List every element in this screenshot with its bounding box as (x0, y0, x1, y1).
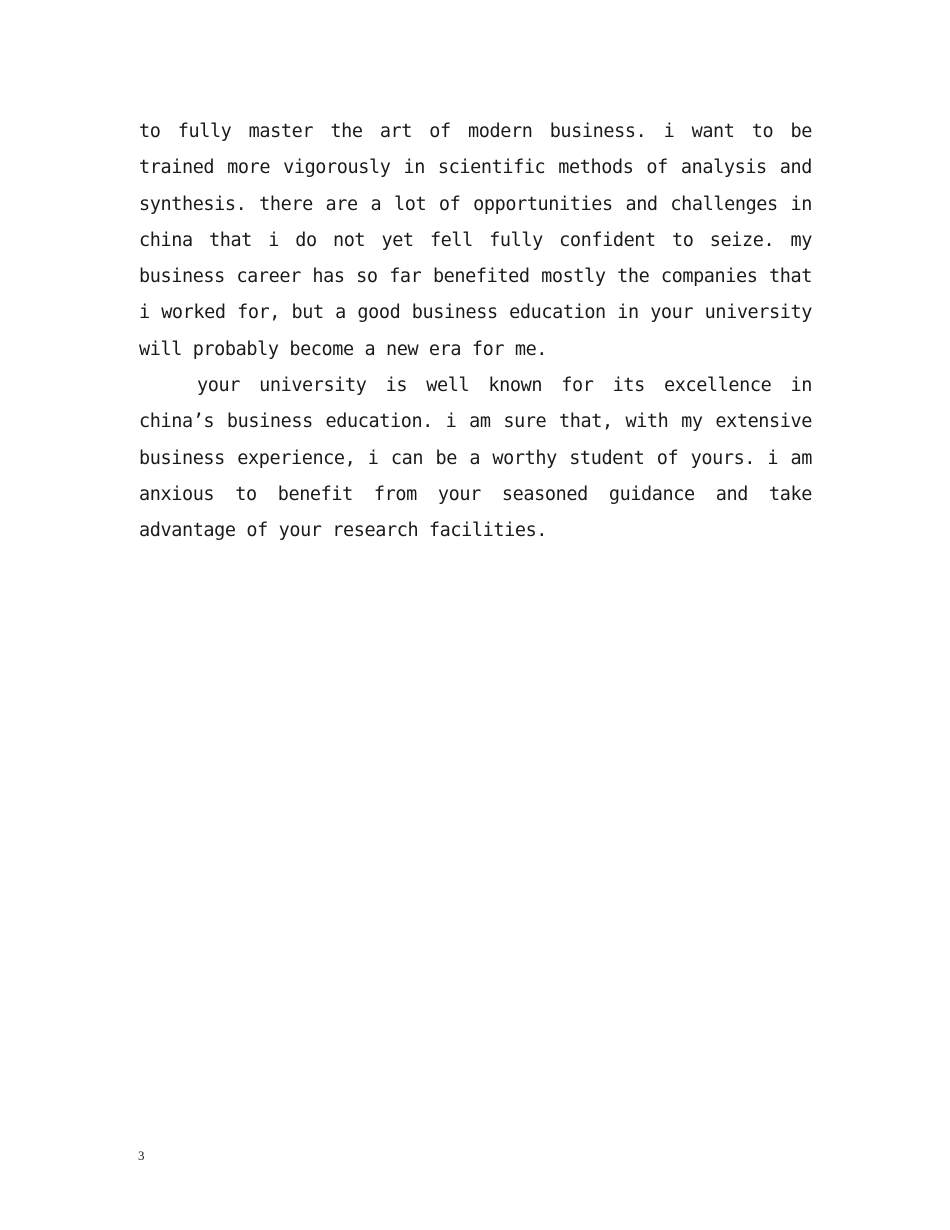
page-number: 3 (138, 1148, 145, 1163)
body-text (139, 114, 812, 550)
paragraph-1: to fully master the art of modern business. i want to be trained more vigorously in scientific methods of analysis and synthesis. there are a lot of opportunities and challenges in china that i do not yet fell fully confident to seize. my business career has so far benefited mostly the companies that i worked for, but a good business education in your university will probably become a new era for me. (139, 121, 812, 360)
paragraph-2: your university is well known for its excellence in china’s business education. i am sure that, with my extensive business experience, i can be a worthy student of yours. i am anxious to benefit from your seasoned guidance and take advantage of your research facilities. (139, 375, 812, 542)
